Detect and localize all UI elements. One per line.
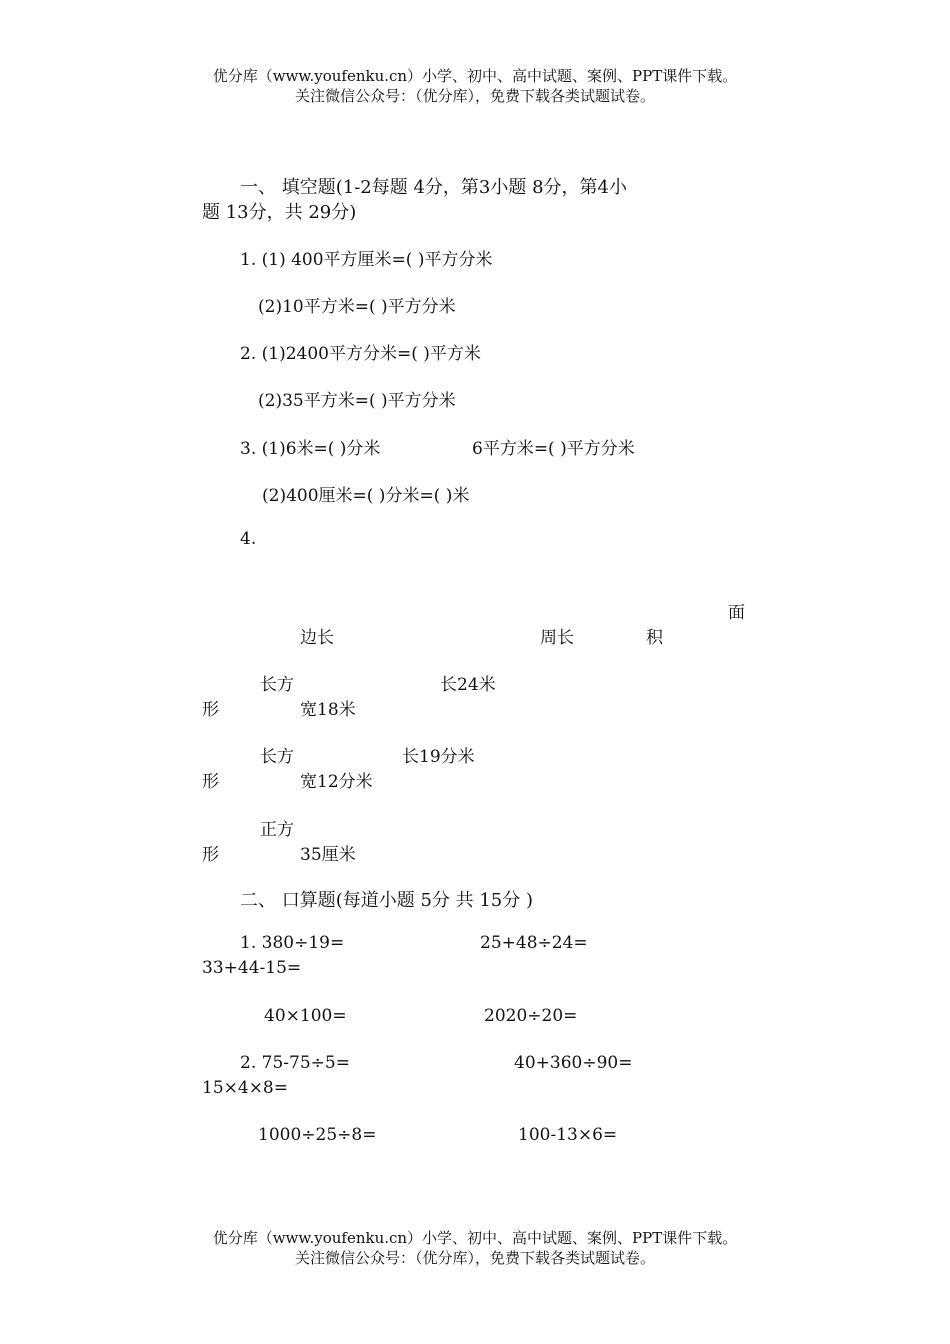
question-3-2: (2)400厘米=( )分米=( )米 [262, 486, 470, 506]
table-row-2-shape-1: 长方 [260, 747, 294, 767]
calc-2b: 40+360÷90= [514, 1053, 633, 1073]
question-4: 4. [240, 529, 257, 549]
table-row-2-shape-2: 形 [202, 772, 219, 792]
footer-line-2: 关注微信公众号：（优分库），免费下载各类试题试卷。 [294, 1249, 655, 1267]
table-row-1-shape-1: 长方 [260, 675, 294, 695]
table-row-3-shape-2: 形 [202, 845, 219, 865]
table-row-1-side-2: 宽18米 [300, 700, 356, 720]
question-3-1a: 3. (1)6米=( )分米 [240, 439, 381, 459]
section2-title: 二、 口算题(每道小题 5分 共 15分 ) [240, 890, 534, 911]
calc-1d: 40×100= [264, 1006, 347, 1026]
table-row-3-side-2: 35厘米 [300, 845, 356, 865]
header-line-2: 关注微信公众号：（优分库），免费下载各类试题试卷。 [294, 87, 655, 105]
table-row-2-side-2: 宽12分米 [300, 772, 373, 792]
section1-title-line1: 一、 填空题(1-2每题 4分，第3小题 8分，第4小 [240, 177, 627, 198]
table-row-2-side-1: 长19分米 [402, 747, 475, 767]
calc-2a: 2. 75-75÷5= [240, 1053, 350, 1073]
calc-1c: 33+44-15= [202, 958, 302, 978]
calc-2e: 100-13×6= [518, 1125, 618, 1145]
table-row-3-shape-1: 正方 [260, 820, 294, 840]
section1-title-line2: 题 13分，共 29分) [202, 202, 357, 223]
question-3-1b: 6平方米=( )平方分米 [472, 439, 635, 459]
table-row-1-side-1: 长24米 [440, 675, 496, 695]
question-1-2: (2)10平方米=( )平方分米 [258, 297, 456, 317]
question-2-1: 2. (1)2400平方分米=( )平方米 [240, 344, 481, 364]
question-1-1: 1. (1) 400平方厘米=( )平方分米 [240, 250, 493, 270]
table-row-1-shape-2: 形 [202, 700, 219, 720]
table-header-perimeter: 周长 [540, 628, 574, 648]
footer-line-1: 优分库（www.youfenku.cn）小学、初中、高中试题、案例、PPT课件下载。 [212, 1229, 738, 1247]
question-2-2: (2)35平方米=( )平方分米 [258, 391, 456, 411]
calc-1e: 2020÷20= [484, 1006, 578, 1026]
table-header-side: 边长 [300, 628, 334, 648]
calc-1b: 25+48÷24= [480, 933, 588, 953]
table-header-area-2: 积 [646, 628, 663, 648]
header-line-1: 优分库（www.youfenku.cn）小学、初中、高中试题、案例、PPT课件下载。 [212, 67, 738, 85]
table-header-area-1: 面 [728, 603, 745, 623]
calc-1a: 1. 380÷19= [240, 933, 345, 953]
calc-2c: 15×4×8= [202, 1078, 288, 1098]
calc-2d: 1000÷25÷8= [258, 1125, 377, 1145]
